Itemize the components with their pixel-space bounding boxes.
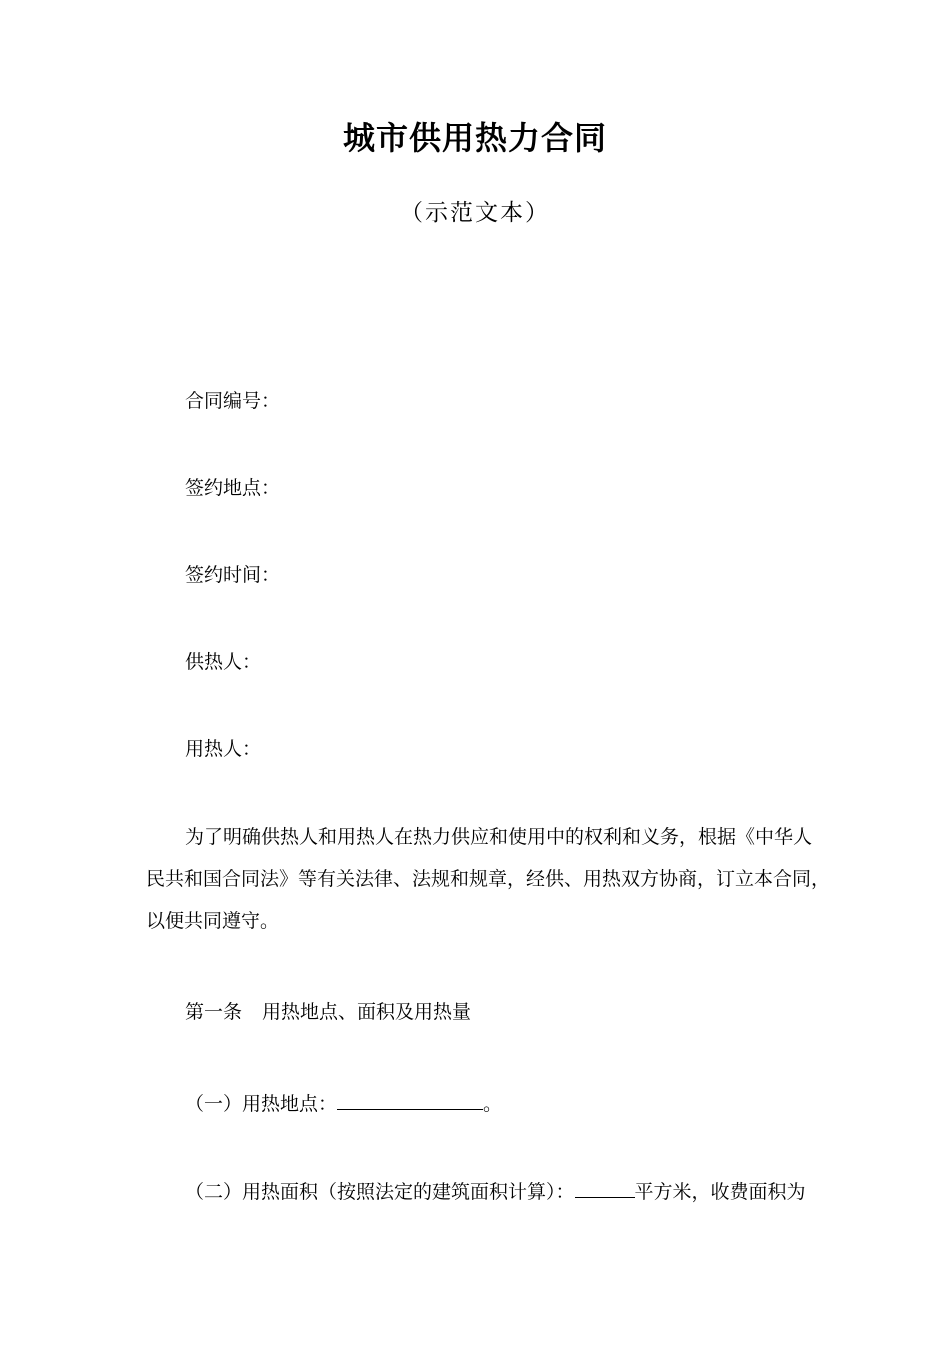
document-title: 城市供用热力合同 [342, 119, 607, 157]
preamble-line: 以便共同遵守。 [146, 910, 280, 932]
item-label: （二）用热面积（按照法定的建筑面积计算）： [185, 1181, 575, 1203]
item-heat-location [185, 1089, 502, 1118]
item-label: （一）用热地点： [185, 1093, 338, 1115]
preamble-paragraph [146, 823, 831, 949]
contract-number-field: 合同编号： [185, 390, 281, 412]
item-unit: 平方米，收费面积为 [634, 1181, 806, 1203]
article-title: 用热地点、面积及用热量 [262, 1001, 472, 1023]
blank-line [575, 1177, 635, 1198]
article-1-heading [185, 998, 471, 1026]
document-subtitle: （示范文本） [400, 200, 550, 226]
sign-place-field: 签约地点： [185, 477, 281, 499]
blank-line [337, 1089, 483, 1110]
heat-supplier-field: 供热人： [185, 651, 262, 673]
preamble-line: 为了明确供热人和用热人在热力供应和使用中的权利和义务，根据《中华人 [185, 826, 813, 848]
item-heat-area [185, 1177, 806, 1206]
item-end: 。 [483, 1093, 503, 1115]
article-number: 第一条 [185, 1001, 243, 1023]
preamble-line: 民共和国合同法》等有关法律、法规和规章，经供、用热双方协商，订立本合同， [146, 868, 831, 890]
sign-time-field: 签约时间： [185, 564, 281, 586]
heat-user-field: 用热人： [185, 738, 262, 760]
